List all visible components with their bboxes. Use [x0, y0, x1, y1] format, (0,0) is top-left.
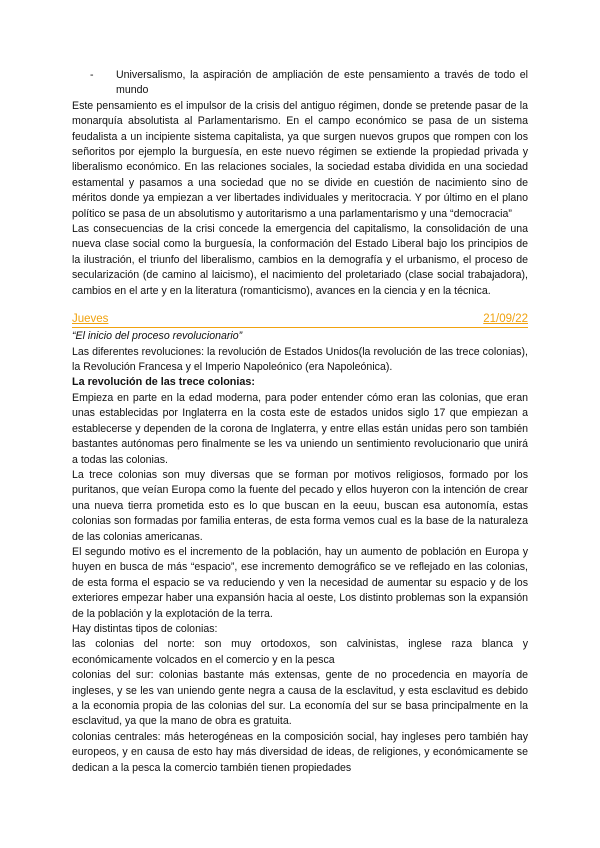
section-subtitle: “El inicio del proceso revolucionario”	[72, 330, 243, 343]
bullet-item	[90, 68, 528, 99]
paragraph-intro: Las diferentes revoluciones: la revolución de Estados Unidos(la revolución de las trece colonias), la Revolución Francesa y el Imperio Napoleónico (era Napoleónica).	[72, 345, 528, 373]
paragraph-population: El segundo motivo es el incremento de la población, hay un aumento de población en Europa y huyen en busca de más “espacio”, ese incremento demográfico se ve reflejado en las colonias, de esta forma el espacio se va reduciendo y ven la necesidad de aumentar su espacio y de los exteriores empezar haber una expansión hacia al oeste, Los distinto problemas son la expansión de la población y la explotación de la terra.	[72, 545, 528, 620]
paragraph-types: Hay distintas tipos de colonias:	[72, 623, 218, 635]
paragraph-south: colonias del sur: colonias bastante más extensas, gente de no procedencia en mayoría de ingleses, y se les van uniendo gente negra a causa de la esclavitud, y esta esclavitud es debido a la economia propia de las colonias del sur. La economía del sur se basa principalmente en la esclavitud, ya que la mano de obra es gratuita.	[72, 669, 528, 728]
bullet-dash: -	[90, 69, 94, 81]
bullet-text: Universalismo, la aspiración de ampliación de este pensamiento a través de todo el mundo	[116, 69, 528, 97]
section-heading: La revolución de las trece colonias:	[72, 376, 256, 389]
date-header-date: 21/09/22	[483, 313, 528, 326]
paragraph-consequences: Las consecuencias de la crisi concede la emergencia del capitalismo, la consolidación de una nueva clase social como la burguesía, la conformación del Estado Liberal bajo los principios de la ilustración, el triunfo del liberalismo, cambios en la demografía y el urbanismo, el proceso de secularización (de camino al laicismo), el nacimiento del proletariado (clase social trabajadora), cambios en el arte y en la literatura (romanticismo), avances en la ciencia y en la técnica.	[72, 223, 528, 297]
paragraph-crisis: Este pensamiento es el impulsor de la crisis del antiguo régimen, donde se pretende pasar de la monarquía absolutista al Parlamentarismo. En el campo económico se pasa de un sistema feudalista a un incipiente sistema capitalista, ya que surgen nuevos grupos que rompen con los señoritos por ejemplo la burguesía, en este nuevo régimen se extiende la propiedad privada y liberalismo económico. En las relaciones sociales, la sociedad estaba dividida en una sociedad estamental y pasamos a una sociedad que no se divide en cuestión de nacimiento sino de méritos donde ya empiezan a ver libertades individuales y meritocracia. Y por último en el plano político se pasa de un absolutismo y autoritarismo a una parlamentarismo y una “democracia”	[72, 99, 528, 220]
paragraph-north: las colonias del norte: son muy ortodoxos, son calvinistas, inglese raza blanca y económicamente volcados en el comercio y en la pesca	[72, 638, 528, 666]
paragraph-origin: Empieza en parte en la edad moderna, para poder entender cómo eran las colonias, que eran unas establecidas por Inglaterra en la costa este de estados unidos siglo 17 que empiezan a establecerse y dependen de la corona de Inglaterra, y entre ellas están unidas pero son también bastantes autónomas pero finalmente se les va uniendo un sentimiento revolucionario que unirá a todas las colonias.	[72, 391, 528, 466]
date-header-day: Jueves	[72, 313, 109, 326]
date-header	[72, 311, 528, 328]
paragraph-religious: La trece colonias son muy diversas que se forman por motivos religiosos, formado por los puritanos, que veían Europa como la fuente del pecado y ellos huyeron con la intención de crear una nueva tierra prometida esto es lo que buscan en la eeuu, buscan esa autonomía, estas colonias son formadas por familia enteras, de esta forma vemos cual es la base de la naturaleza de las colonias americanas.	[72, 468, 528, 543]
paragraph-central: colonias centrales: más heterogéneas en la composición social, hay ingleses pero también hay europeos, y en causa de esto hay más diversidad de ideas, de religiones, y económicamente se dedican a la pesca la comercio también tienen propiedades	[72, 730, 528, 774]
